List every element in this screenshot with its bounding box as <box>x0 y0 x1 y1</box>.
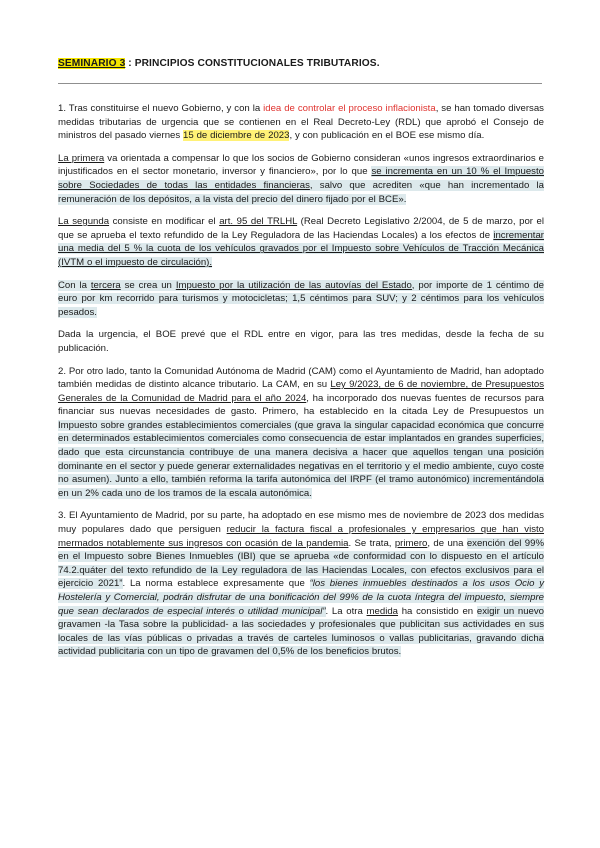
p7-text-g: . La norma establece expresamente que <box>122 578 310 590</box>
p7-exencion-ibi: exención del 99% en el Impuesto sobre Bienes Inmuebles (IBI) que se aprueba «de conformidad con lo dispuesto en el artículo 74.2.quáter del texto refundido de la Ley reguladora de las Haciendas Locales, con efectos exclusivos para el ejercicio 2021” <box>58 537 544 590</box>
p7-reducir-factura: reducir la factura fiscal a profesionales y empresarios que han visto mermados notablemente sus ingresos con ocasión de la pandemia <box>58 524 545 549</box>
title-divider <box>58 83 542 84</box>
p2-sociedades-highlight: se incrementa en un 10 % el Impuesto sobre Sociedades de todas las entidades financieras <box>58 166 544 191</box>
p7-quote-bienes: “los bienes inmuebles destinados a los usos Ocio y Hostelería y Comercial, podrán disfrutar de una bonificación del 99% de la cuota íntegra del impuesto, siempre que sean declarados de especial interés o utilidad municipal” <box>58 578 545 617</box>
p3-text-b: consiste en modificar el <box>109 216 220 228</box>
p4-text-e: por importe de 1 céntimo de euro por km recorrido para turismos y motocicletas; 1,5 céntimos para SUV; y 2 céntimos para los vehículos pesados. <box>58 279 544 318</box>
seminar-label: SEMINARIO 3 <box>58 58 126 69</box>
p7-medida: medida <box>366 605 399 617</box>
p3-la-segunda: La segunda <box>58 216 110 228</box>
title-colon: : <box>125 58 135 69</box>
p2-text-d: , salvo que acrediten «que han incrementado la remuneración de los depósitos, a la vista del precio del dinero fijado por el BCE». <box>58 179 544 205</box>
p7-text-c: . Se trata, <box>348 537 395 549</box>
p1-inflation-highlight: idea de controlar el proceso inflacionista <box>263 103 436 114</box>
p5-text: Dada la urgencia, el BOE prevé que el RDL entre en vigor, para las tres medidas, desde la fecha de su publicación. <box>58 329 544 354</box>
p6-text-c: , ha incorporado dos nuevas fuentes de recursos para financiar sus nuevas necesidades de gasto. Primero, ha establecido en la citada Ley de Presupuestos un <box>58 392 544 418</box>
p7-text-k: ha consistido en <box>398 605 477 617</box>
p4-text-a: Con la <box>58 279 91 291</box>
paragraph-5 <box>58 328 544 355</box>
p1-text-c: , se han tomado diversas medidas tributarias de urgencia que se contienen en el Real Decreto-Ley (RDL) que aprobó el Consejo de ministros del pasado viernes <box>58 103 544 142</box>
p2-text-b: va orientada a compensar lo que los socios de Gobierno consideran «unos ingresos extraordinarios e injustificados en el sector monetario, inversor y financiero», por lo que <box>58 152 544 178</box>
p1-text-a: 1. Tras constituirse el nuevo Gobierno, y con la <box>58 103 264 114</box>
paragraph-4 <box>58 279 544 320</box>
p3-text-d: (Real Decreto Legislativo 2/2004, de 5 de marzo, por el que se aprueba el texto refundido de la Ley Reguladora de las Haciendas Locales) a los efectos de <box>58 216 545 241</box>
p6-text-e: (que grava la singular capacidad económica que concurre en determinados establecimientos comerciales como consecuencia de estar implantados en grandes superficies, dado que esta circunstancia contribuye de una manera decisiva a hacer que aquellos tengan una posición dominante en el sector y puede generar externalidades negativas en el territorio y el medio ambiente, cuyo coste no asumen). Junto a ello, también reforma la tarifa autonómica del IRPF (el tramo autonómico) incrementándola en un 2% cada uno de los tramos de la escala autonómica. <box>58 419 545 499</box>
paragraph-7 <box>58 509 544 659</box>
paragraph-3 <box>58 215 544 269</box>
p7-primero: primero <box>394 537 428 549</box>
p6-ley-presupuestos: Ley 9/2023, de 6 de noviembre, de Presupuestos Generales de la Comunidad de Madrid para el año 2024 <box>58 379 544 404</box>
p1-text-e: , y con publicación en el BOE ese mismo día. <box>289 130 485 142</box>
paragraph-1 <box>58 102 544 143</box>
p3-article-ref: art. 95 del TRLHL <box>219 216 298 228</box>
p3-ivtm-highlight: incrementar una media del 5 % la cuota de los vehículos gravados por el Impuesto sobre Vehículos de Tracción Mecánica (IVTM o el impuesto de circulación). <box>58 229 544 268</box>
title-subject: PRINCIPIOS CONSTITUCIONALES TRIBUTARIOS. <box>134 58 380 69</box>
p4-autovias-tax: Impuesto por la utilización de las autovías del Estado, <box>175 279 415 291</box>
document-title <box>58 57 544 71</box>
p4-tercera: tercera <box>90 279 121 291</box>
p7-tasa-publicidad: exigir un nuevo gravamen -la Tasa sobre la publicidad- a las sociedades y profesionales que publicitan sus actividades en sus locales de las vías públicas o privadas a través de carteles luminosos o vallas publicitarias, gravando dicha actividad publicitaria con un tipo de gravamen del 0,5% de los beneficios brutos. <box>58 605 545 658</box>
p6-text-a: 2. Por otro lado, tanto la Comunidad Autónoma de Madrid (CAM) como el Ayuntamiento de Madrid, han adoptado también medidas de distinto alcance tributario. La CAM, en su <box>58 365 544 391</box>
p2-la-primera: La primera <box>58 152 105 164</box>
paragraph-2 <box>58 152 544 206</box>
paragraph-6 <box>58 365 544 501</box>
p6-impuesto-establecimientos: Impuesto sobre grandes establecimientos comerciales <box>58 419 292 431</box>
p4-text-c: se crea un <box>120 279 176 291</box>
p7-text-i: . La otra <box>325 605 367 617</box>
p7-text-a: 3. El Ayuntamiento de Madrid, por su parte, ha adoptado en ese mismo mes de noviembre de 2023 dos medidas muy populares dado que persiguen <box>58 510 544 536</box>
p1-date-highlight: 15 de diciembre de 2023 <box>183 130 290 142</box>
p7-text-e: , de una <box>427 537 467 549</box>
